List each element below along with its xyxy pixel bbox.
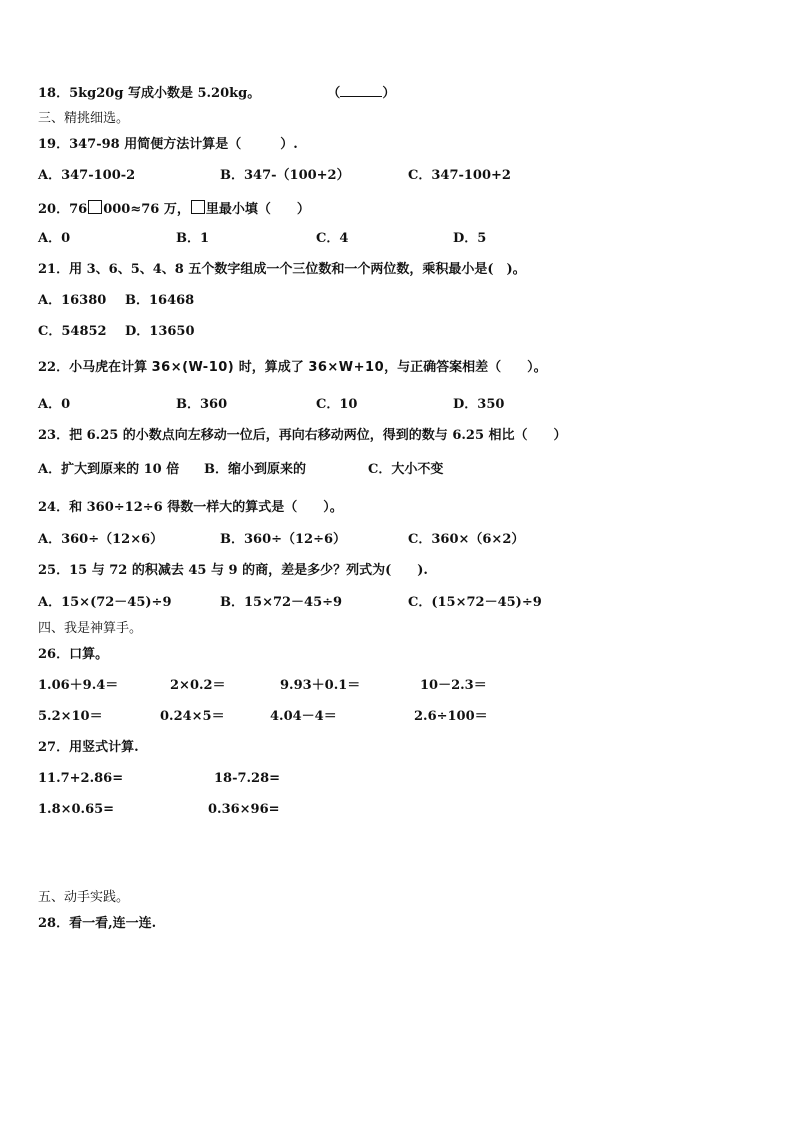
question-21-stem: 21．用 3、6、5、4、8 五个数字组成一个三位数和一个两位数，乘积最小是( )。 [38, 262, 526, 277]
section-3-title: 三、精挑细选。 [38, 111, 130, 126]
question-26-stem: 26．口算。 [38, 647, 109, 662]
mental-math-item: 9.93＋0.1＝ [280, 678, 361, 693]
answer-blank[interactable] [340, 84, 382, 97]
option-a[interactable]: A．0 [38, 231, 71, 246]
question-24-stem: 24．和 360÷12÷6 得数一样大的算式是（ ）。 [38, 500, 343, 515]
option-c[interactable]: C．54852 [38, 324, 107, 339]
vertical-calc-row-2 [38, 802, 758, 818]
question-20-text-b: 000≈76 万， [103, 202, 190, 217]
question-23-options [38, 462, 758, 478]
mental-math-item: 5.2×10＝ [38, 709, 103, 724]
option-b[interactable]: B．360 [176, 397, 228, 412]
question-19-stem: 19．347-98 用简便方法计算是（ ）. [38, 137, 298, 152]
vertical-calc-item: 11.7+2.86= [38, 771, 124, 786]
option-a[interactable]: A．16380 [38, 293, 107, 308]
option-a[interactable]: A．扩大到原来的 10 倍 [38, 462, 180, 477]
paren-close: ） [382, 86, 396, 101]
question-18-text: 18．5kg20g 写成小数是 5.20kg。 [38, 86, 261, 101]
vertical-calc-item: 0.36×96= [208, 802, 280, 817]
question-28-stem: 28．看一看,连一连. [38, 916, 157, 931]
mental-math-item: 4.04－4＝ [270, 709, 337, 724]
option-b[interactable]: B．缩小到原来的 [204, 462, 306, 477]
option-d[interactable]: D．350 [453, 397, 505, 412]
expression-wrong: 36×W+10 [308, 360, 385, 375]
option-c[interactable]: C．4 [316, 231, 349, 246]
option-d[interactable]: D．13650 [125, 324, 195, 339]
question-20-text-c: 里最小填（ ） [205, 202, 310, 217]
section-5-title: 五、动手实践。 [38, 890, 130, 905]
question-25-stem: 25．15 与 72 的积减去 45 与 9 的商，差是多少？列式为( ). [38, 563, 428, 578]
question-21-options-row2 [38, 324, 758, 340]
question-22-options [38, 397, 758, 413]
question-22-text-b: 时，算成了 [238, 360, 304, 375]
option-a[interactable]: A．15×(72－45)÷9 [38, 595, 172, 610]
question-24-options [38, 532, 758, 548]
mental-math-item: 2.6÷100＝ [414, 709, 488, 724]
option-b[interactable]: B．347-（100+2） [220, 168, 350, 183]
question-25-options [38, 595, 758, 611]
option-c[interactable]: C．大小不变 [368, 462, 444, 477]
vertical-calc-item: 18-7.28= [214, 771, 281, 786]
question-22-text-c: ，与正确答案相差（ ）。 [384, 360, 547, 375]
option-d[interactable]: D．5 [453, 231, 487, 246]
option-c[interactable]: C．(15×72－45)÷9 [408, 595, 542, 610]
question-22-text-a: 22．小马虎在计算 [38, 360, 148, 375]
vertical-calc-row-1 [38, 771, 758, 787]
blank-box-ref [191, 200, 205, 214]
question-20-options [38, 231, 758, 247]
mental-math-row-1 [38, 678, 758, 694]
vertical-calc-item: 1.8×0.65= [38, 802, 115, 817]
question-23-stem: 23．把 6.25 的小数点向左移动一位后，再向右移动两位，得到的数与 6.25 相比（ ） [38, 428, 567, 443]
mental-math-item: 0.24×5＝ [160, 709, 225, 724]
question-20-stem [38, 200, 310, 218]
option-c[interactable]: C．360×（6×2） [408, 532, 525, 547]
question-20-text-a: 20．76 [38, 202, 88, 217]
expression-correct: 36×(W-10) [151, 360, 235, 375]
option-b[interactable]: B．15×72－45÷9 [220, 595, 343, 610]
section-4-title: 四、我是神算手。 [38, 621, 143, 636]
option-b[interactable]: B．16468 [125, 293, 195, 308]
question-22-stem [38, 360, 547, 376]
mental-math-item: 10－2.3＝ [420, 678, 487, 693]
question-21-options-row1 [38, 293, 758, 309]
question-19-options [38, 168, 758, 184]
option-c[interactable]: C．10 [316, 397, 358, 412]
option-c[interactable]: C．347-100+2 [408, 168, 511, 183]
option-a[interactable]: A．0 [38, 397, 71, 412]
option-a[interactable]: A．347-100-2 [38, 168, 136, 183]
mental-math-item: 2×0.2＝ [170, 678, 226, 693]
question-27-stem: 27．用竖式计算. [38, 740, 139, 755]
option-b[interactable]: B．1 [176, 231, 210, 246]
blank-box[interactable] [88, 200, 102, 214]
question-18 [38, 84, 395, 102]
option-b[interactable]: B．360÷（12÷6） [220, 532, 347, 547]
paren-open: （ [327, 86, 341, 101]
mental-math-item: 1.06＋9.4＝ [38, 678, 119, 693]
option-a[interactable]: A．360÷（12×6） [38, 532, 164, 547]
mental-math-row-2 [38, 709, 758, 725]
